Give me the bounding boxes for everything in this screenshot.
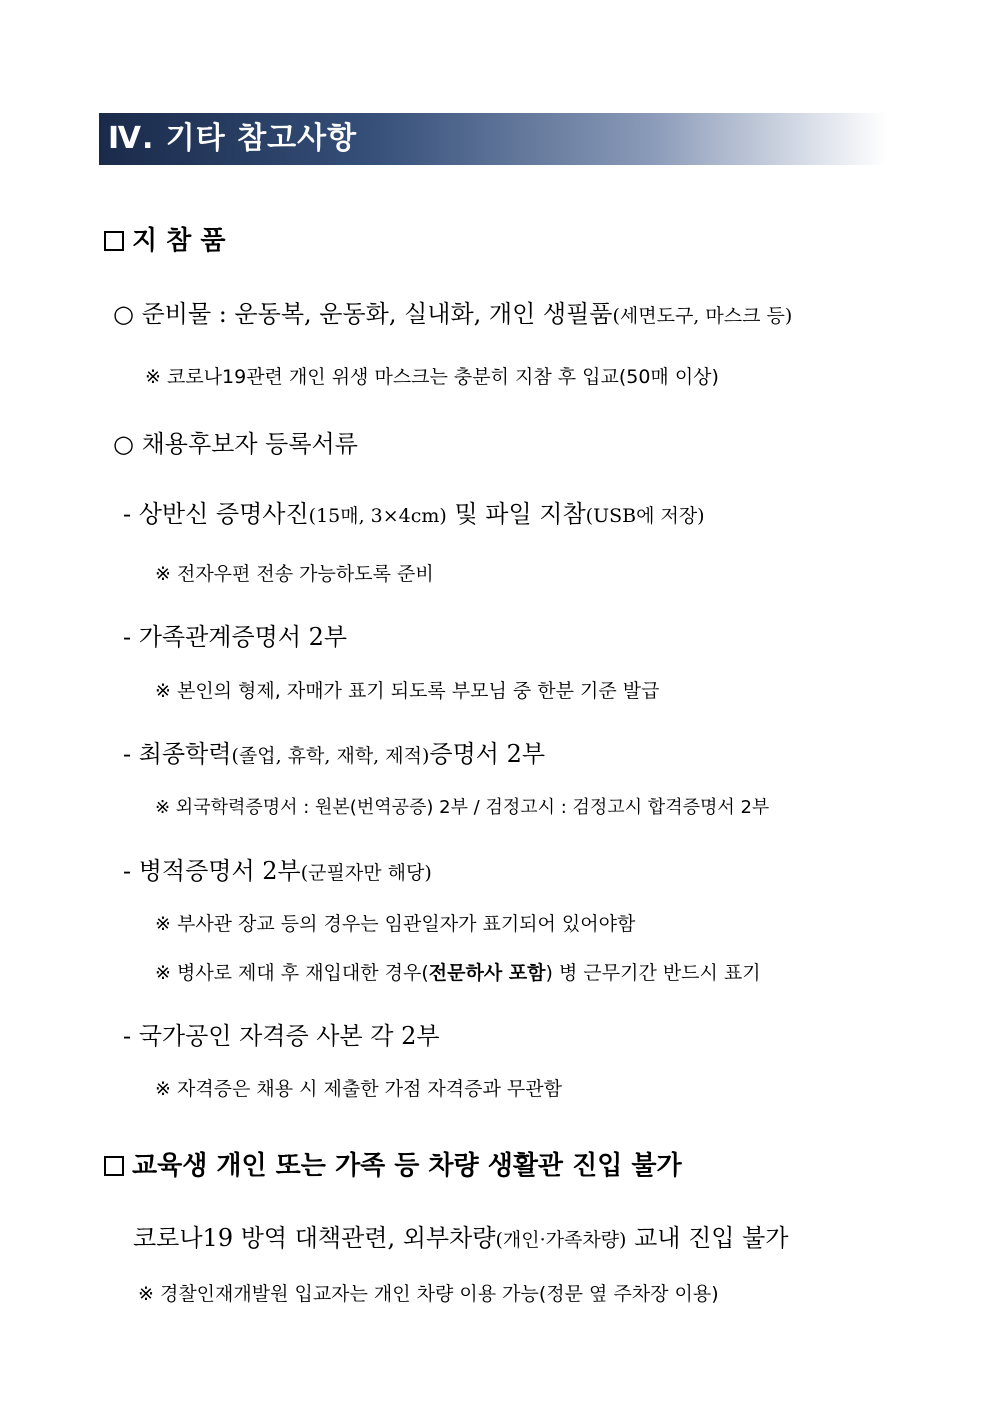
section-heading-supplies: 지 참 품 — [104, 220, 225, 257]
item-license: - 국가공인 자격증 사본 각 2부 — [123, 1022, 440, 1050]
section-heading-vehicle: 교육생 개인 또는 가족 등 차량 생활관 진입 불가 — [104, 1145, 682, 1182]
item-supplies: ○ 준비물 : 운동복, 운동화, 실내화, 개인 생필품(세면도구, 마스크 등) — [113, 300, 793, 328]
checkbox-square-icon — [104, 231, 124, 251]
bullet-circle-icon: ○ — [113, 430, 134, 458]
item-photo: - 상반신 증명사진(15매, 3×4cm) 및 파일 지참(USB에 저장) — [123, 500, 705, 528]
note-license: ※ 자격증은 채용 시 제출한 가점 자격증과 무관함 — [155, 1078, 562, 1100]
item-family: - 가족관계증명서 2부 — [123, 623, 348, 651]
item-documents: ○ 채용후보자 등록서류 — [113, 430, 358, 458]
note-education: ※ 외국학력증명서 : 원본(번역공증) 2부 / 검정고시 : 검정고시 합격증명서 2부 — [155, 797, 770, 818]
note-family: ※ 본인의 형제, 자매가 표기 되도록 부모님 중 한분 기준 발급 — [155, 680, 660, 702]
note-military-soldier: ※ 병사로 제대 후 재입대한 경우(전문하사 포함) 병 근무기간 반드시 표기 — [155, 962, 761, 984]
bullet-circle-icon: ○ — [113, 300, 134, 328]
page-title: Ⅳ. 기타 참고사항 — [108, 121, 358, 156]
note-military-officer: ※ 부사관 장교 등의 경우는 임관일자가 표기되어 있어야함 — [155, 913, 636, 935]
item-military: - 병적증명서 2부(군필자만 해당) — [123, 857, 432, 885]
item-vehicle: 코로나19 방역 대책관련, 외부차량(개인·가족차량) 교내 진입 불가 — [133, 1224, 789, 1252]
note-vehicle: ※ 경찰인재개발원 입교자는 개인 차량 이용 가능(정문 옆 주차장 이용) — [138, 1283, 719, 1305]
checkbox-square-icon — [104, 1156, 124, 1176]
item-education: - 최종학력(졸업, 휴학, 재학, 제적)증명서 2부 — [123, 740, 546, 768]
note-mask: ※ 코로나19관련 개인 위생 마스크는 충분히 지참 후 입교(50매 이상) — [145, 366, 719, 388]
note-photo: ※ 전자우편 전송 가능하도록 준비 — [155, 563, 434, 585]
